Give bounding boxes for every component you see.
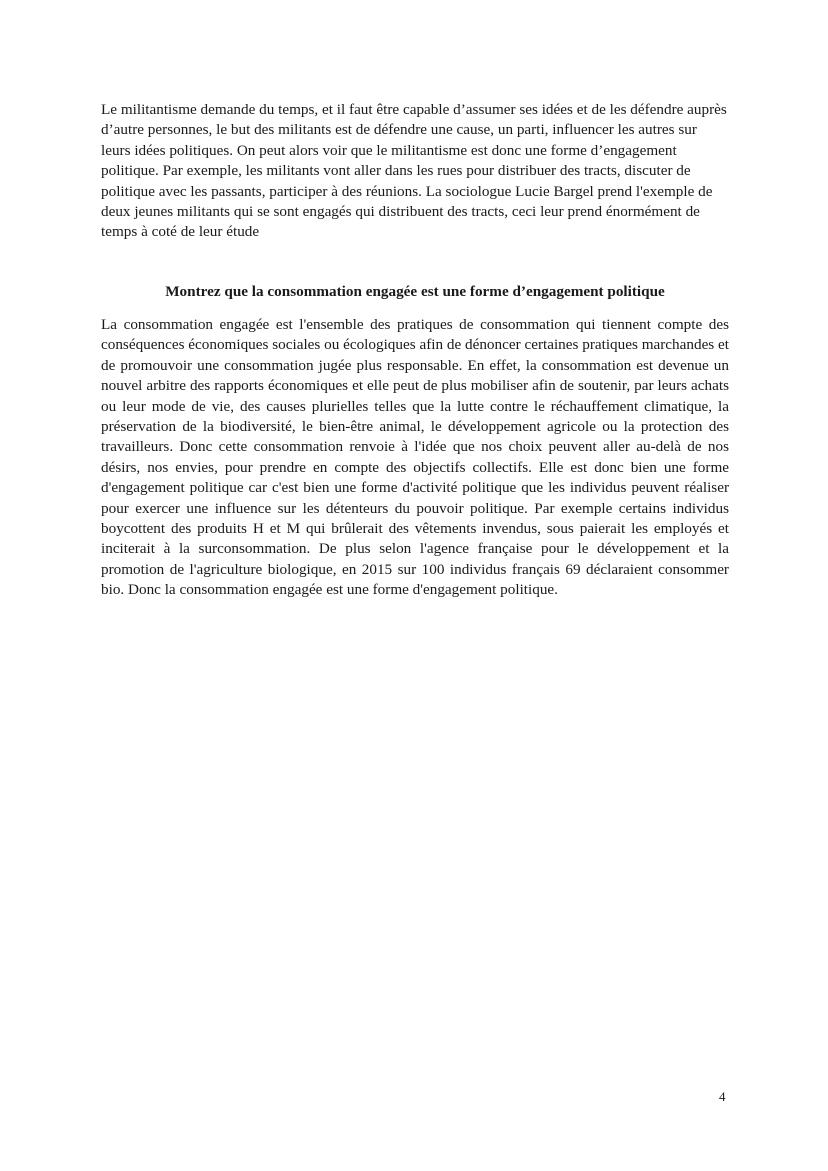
section-heading: Montrez que la consommation engagée est une forme d’engagement politique bbox=[165, 283, 665, 300]
paragraph-consommation-engagee: La consommation engagée est l'ensemble des pratiques de consommation qui tiennent compte des conséquences économiques sociales ou écologiques afin de dénoncer certaines pratiques marchandes et de promouvoir une consommation jugée plus responsable. En effet, la consommation est devenue un nouvel arbitre des rapports économiques et elle peut de plus mobiliser afin de soutenir, par leurs achats ou leur mode de vie, des causes plurielles telles que la lutte contre le réchauffement climatique, la préservation de la biodiversité, le bien-être animal, le développement agricole ou la protection des travailleurs. Donc cette consommation renvoie à l'idée que nos choix peuvent aller au-delà de nos désirs, nos envies, pour prendre en compte des objectifs collectifs. Elle est donc bien une forme d'engagement politique car c'est bien une forme d'activité politique que les individus peuvent réaliser pour exercer une influence sur les détenteurs du pouvoir politique. Par exemple certains individus boycottent des produits H et M qui brûlerait des vêtements invendus, sous paierait les employés et inciterait à la surconsommation. De plus selon l'agence française pour le développement et la promotion de l'agriculture biologique, en 2015 sur 100 individus français 69 déclaraient consommer bio. Donc la consommation engagée est une forme d'engagement politique. bbox=[101, 316, 729, 599]
paragraph-militantisme: Le militantisme demande du temps, et il faut être capable d’assumer ses idées et de les défendre auprès d’autre personnes, le but des militants est de défendre une cause, un parti, influencer les autres sur leurs idées politiques. On peut alors voir que le militantisme est donc une forme d’engagement politique. Par exemple, les militants vont aller dans les rues pour distribuer des tracts, discuter de politique avec les passants, participer à des réunions. La sociologue Lucie Bargel prend l'exemple de deux jeunes militants qui se sont engagés qui distribuent des tracts, ceci leur prend énormément de temps à coté de leur étude bbox=[101, 101, 727, 241]
page-number: 4 bbox=[719, 1089, 726, 1104]
